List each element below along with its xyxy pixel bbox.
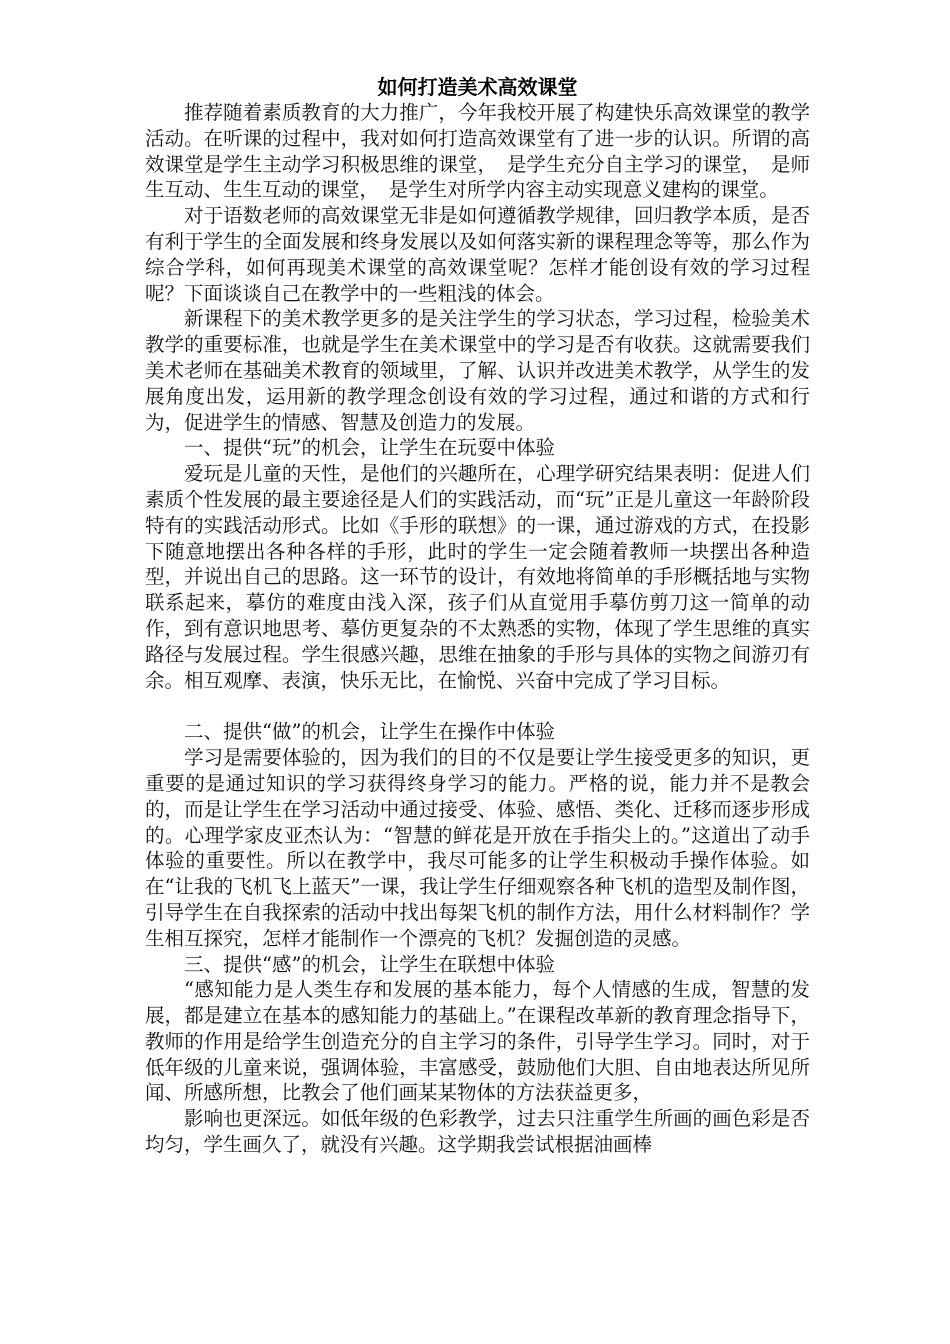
document-title: 如何打造美术高效课堂 (377, 75, 578, 99)
section-heading-do: 二、提供“做”的机会，让学生在操作中体验 (184, 720, 555, 744)
paragraph-intro: 推荐随着素质教育的大力推广，今年我校开展了构建快乐高效课堂的教学活动。在听课的过程中，我对如何打造高效课堂有了进一步的认识。所谓的高效课堂是学生主动学习积极思维的课堂， 是学生充分自主学习的课堂， 是师生互动、生生互动的课堂， 是学生对所学内容主动实现意义建构的课堂。 (145, 101, 810, 202)
paragraph-play: 爱玩是儿童的天性，是他们的兴趣所在，心理学研究结果表明：促进人们素质个性发展的最主要途径是人们的实践活动，而“玩”正是儿童这一年龄阶段特有的实践活动形式。比如《手形的联想》的一课，通过游戏的方式，在投影下随意地摆出各种各样的手形，此时的学生一定会随着教师一块摆出各种造型，并说出自己的思路。这一环节的设计，有效地将简单的手形概括地与实物联系起来，摹仿的难度由浅入深，孩子们从直觉用手摹仿剪刀这一简单的动作，到有意识地思考、摹仿更复杂的不太熟悉的实物，体现了学生思维的真实路径与发展过程。学生很感兴趣，思维在抽象的手形与具体的实物之间游刃有余。相互观摩、表演，快乐无比，在愉悦、兴奋中完成了学习目标。 (145, 462, 810, 692)
paragraph-feel: “感知能力是人类生存和发展的基本能力，每个人情感的生成，智慧的发展，都是建立在基本的感知能力的基础上。”在课程改革新的教育理念指导下，教师的作用是给学生创造充分的自主学习的条件，引导学生学习。同时，对于低年级的儿童来说，强调体验，丰富感受，鼓励他们大胆、自由地表达所见所闻、所感所想，比教会了他们画某某物体的方法获益更多， (145, 978, 810, 1105)
paragraph-do: 学习是需要体验的，因为我们的目的不仅是要让学生接受更多的知识，更重要的是通过知识的学习获得终身学习的能力。严格的说，能力并不是教会的，而是让学生在学习活动中通过接受、体验、感悟、类化、迁移而逐步形成的。心理学家皮亚杰认为：“智慧的鲜花是开放在手指尖上的。”这道出了动手体验的重要性。所以在教学中，我尽可能多的让学生积极动手操作体验。如在“让我的飞机飞上蓝天”一课，我让学生仔细观察各种飞机的造型及制作图，引导学生在自我探索的活动中找出每架飞机的制作方法，用什么材料制作？学生相互探究，怎样才能制作一个漂亮的飞机？发掘创造的灵感。 (145, 746, 810, 950)
section-heading-feel: 三、提供“感”的机会，让学生在联想中体验 (184, 952, 555, 976)
blank-line (145, 693, 810, 719)
paragraph-influence: 影响也更深远。如低年级的色彩教学，过去只注重学生所画的画色彩是否均匀，学生画久了，就没有兴趣。这学期我尝试根据油画棒 (145, 1107, 810, 1157)
paragraph-new-curriculum: 新课程下的美术教学更多的是关注学生的学习状态，学习过程，检验美术教学的重要标准，也就是学生在美术课堂中的学习是否有收获。这就需要我们美术老师在基础美术教育的领域里，了解、认识并改进美术教学，从学生的发展角度出发，运用新的教学理念创设有效的学习过程，通过和谐的方式和行为，促进学生的情感、智慧及创造力的发展。 (145, 307, 810, 434)
section-heading-play: 一、提供“玩”的机会，让学生在玩耍中体验 (184, 436, 555, 460)
document-body (145, 74, 810, 1158)
paragraph-language-math: 对于语数老师的高效课堂无非是如何遵循教学规律，回归教学本质，是否有利于学生的全面发展和终身发展以及如何落实新的课程理念等等，那么作为综合学科，如何再现美术课堂的高效课堂呢？怎样才能创设有效的学习过程呢？下面谈谈自己在教学中的一些粗浅的体会。 (145, 204, 810, 305)
